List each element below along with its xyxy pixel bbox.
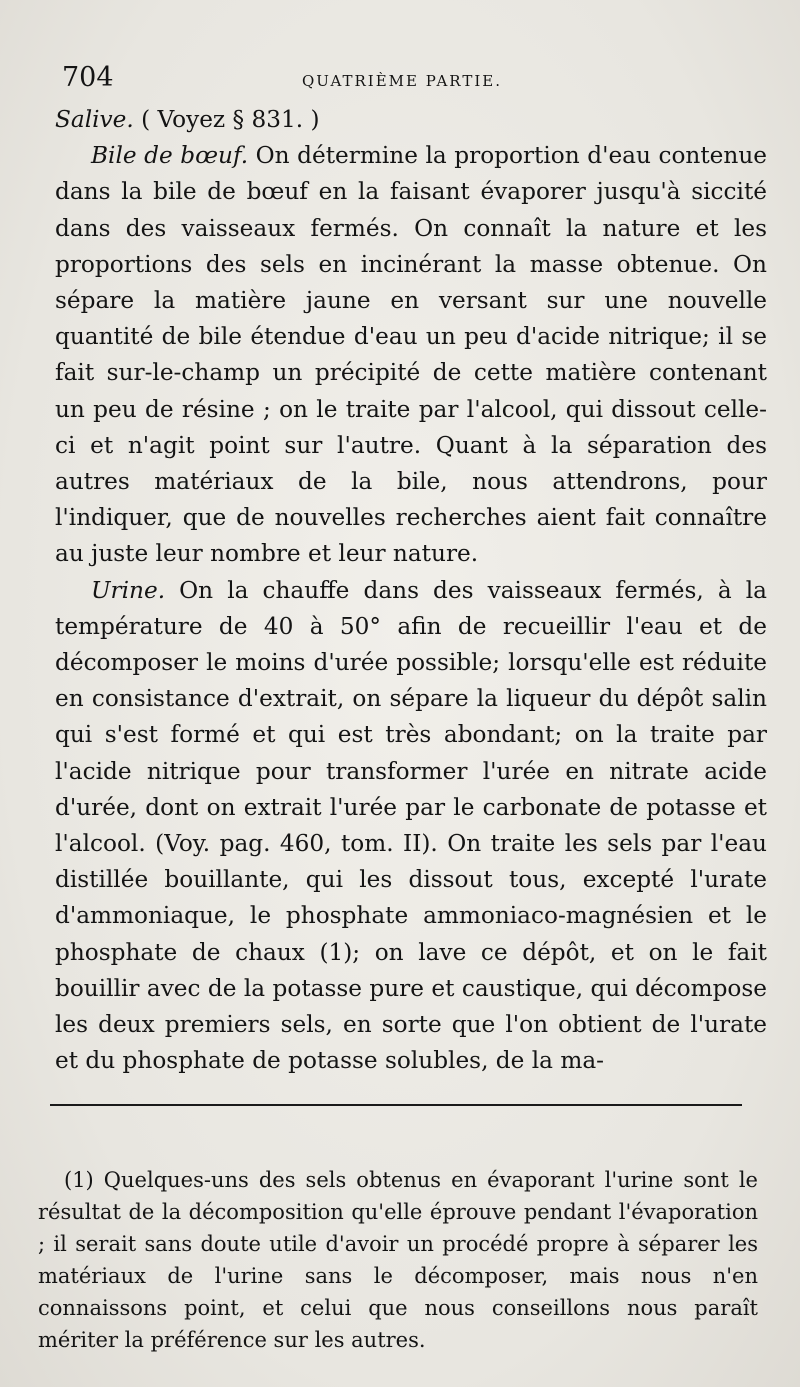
paragraph-text: ( Voyez § 831. ) — [133, 106, 320, 133]
paragraph-bile — [55, 138, 767, 572]
page-header — [62, 62, 740, 102]
paragraph-lead-in: Urine. — [91, 576, 166, 604]
paragraph-text: On détermine la proportion d'eau contenue dans la bile de bœuf en la faisant évaporer jusqu'à siccité dans des vaisseaux fermés. On connaît la nature et les proportions des sels en incinérant la masse obtenue. On sépare la matière jaune en versant sur une nouvelle quantité de bile étendue d'eau un peu d'acide nitrique; il se fait sur-le-champ un précipité de cette matière contenant un peu de résine ; on le traite par l'alcool, qui dissout celle-ci et n'agit point sur l'autre. Quant à la séparation des autres matériaux de la bile, nous attendrons, pour l'indiquer, que de nouvelles recherches aient fait connaître au juste leur nombre et leur nature. — [55, 142, 767, 568]
paragraph-lead-in: Salive. — [55, 106, 134, 133]
body-text — [55, 102, 767, 1079]
footnote: (1) Quelques-uns des sels obtenus en évaporant l'urine sont le résultat de la décomposition qu'elle éprouve pendant l'évaporation ; il serait sans doute utile d'avoir un procédé propre à séparer les matériaux de l'urine sans le décomposer, mais nous n'en connaissons point, et celui que nous conseillons nous paraît mériter la préférence sur les autres. — [38, 1168, 758, 1352]
paragraph-text: On la chauffe dans des vaisseaux fermés, à la température de 40 à 50° afin de recueillir l'eau et de décomposer le moins d'urée possible; lorsqu'elle est réduite en consistance d'extrait, on sépare la liqueur du dépôt salin qui s'est formé et qui est très abondant; on la traite par l'acide nitrique pour transformer l'urée en nitrate acide d'urée, dont on extrait l'urée par le carbonate de potasse et l'alcool. (Voy. pag. 460, tom. II). On traite les sels par l'eau distillée bouillante, qui les dissout tous, excepté l'urate d'ammoniaque, le phosphate ammoniaco-magnésien et le phosphate de chaux (1); on lave ce dépôt, et on le fait bouillir avec de la potasse pure et caustique, qui décompose les deux premiers sels, en sorte que l'on obtient de l'urate et du phosphate de potasse solubles, de la ma- — [55, 576, 767, 1075]
paragraph-lead-in: Bile de bœuf. — [91, 142, 249, 170]
paragraph-salive — [55, 102, 767, 138]
footnote-rule — [50, 1104, 742, 1106]
paragraph-urine — [55, 573, 767, 1080]
page-number: 704 — [62, 62, 114, 93]
running-head: QUATRIÈME PARTIE. — [302, 72, 502, 90]
